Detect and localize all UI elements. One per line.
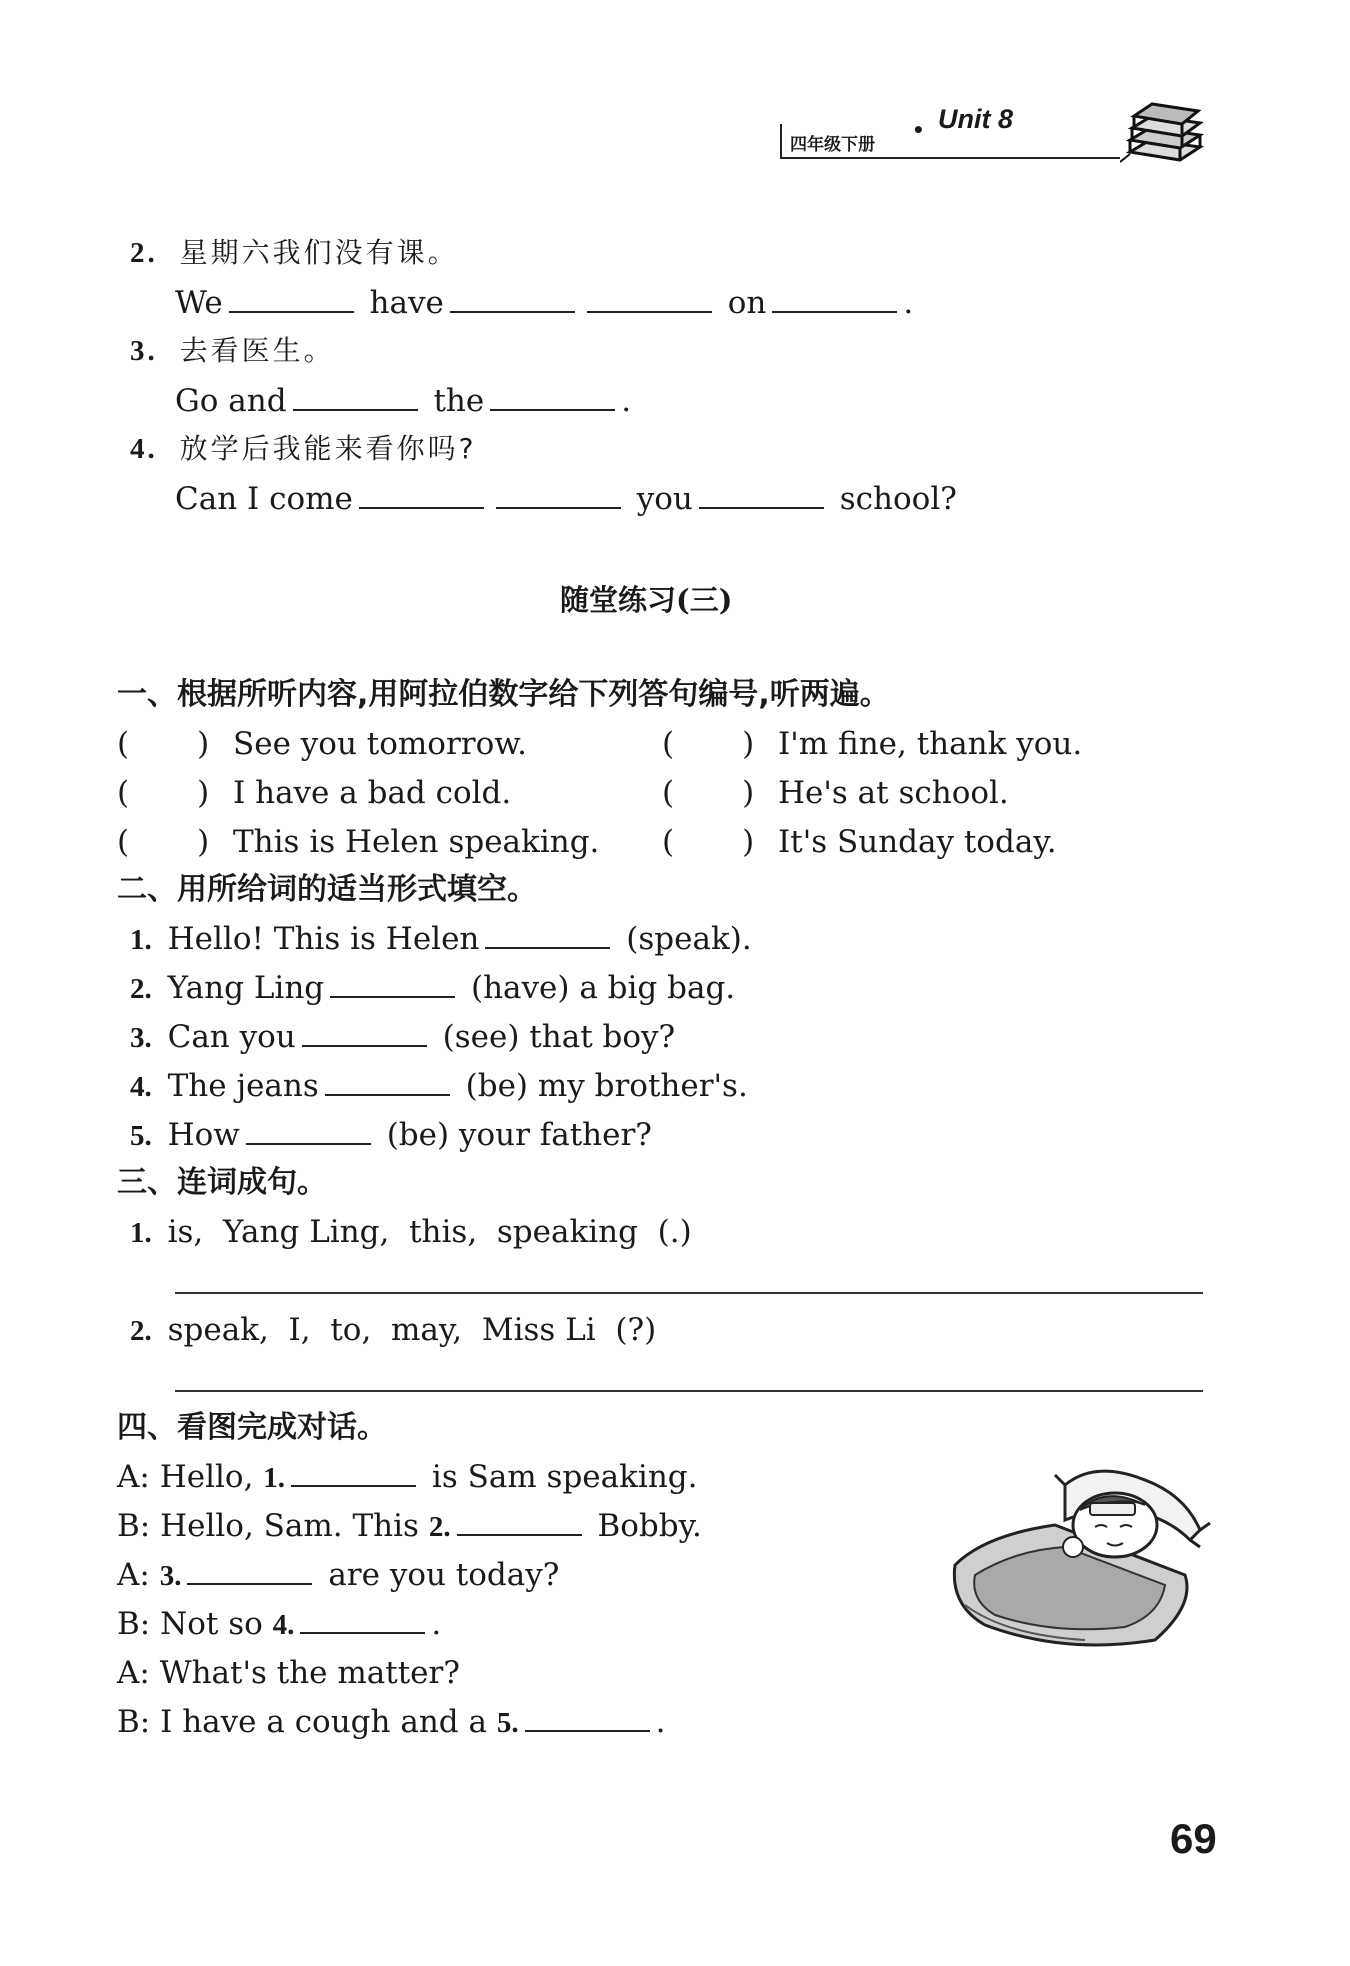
answer-row: ( ) He's at school. <box>662 775 1009 811</box>
answer-blank[interactable] <box>246 1115 371 1145</box>
list-item: 2. speak, I, to, may, Miss Li (?) <box>130 1312 657 1348</box>
dialogue-line: B: I have a cough and a 5. . <box>117 1704 666 1740</box>
section-4-heading: 四、看图完成对话。 <box>117 1410 387 1445</box>
question-4-en: Can I come you school? <box>175 481 957 517</box>
number-slot[interactable]: ( ) <box>117 775 210 811</box>
answer-blank[interactable] <box>490 381 615 411</box>
answer-blank[interactable] <box>229 283 354 313</box>
dialogue-line: A: Hello, 1. is Sam speaking. <box>117 1459 698 1495</box>
question-2-cn: 2. 星期六我们没有课。 <box>130 236 459 269</box>
question-3-cn: 3. 去看医生。 <box>130 334 335 367</box>
list-item: 1. is, Yang Ling, this, speaking (.) <box>130 1214 692 1250</box>
number-slot[interactable]: ( ) <box>117 726 210 762</box>
answer-blank[interactable] <box>450 283 575 313</box>
dialogue-line: B: Not so 4. . <box>117 1606 442 1642</box>
answer-row: ( ) It's Sunday today. <box>662 824 1057 860</box>
grade-label: 四年级下册 <box>790 135 875 155</box>
question-4-cn: 4. 放学后我能来看你吗? <box>130 432 477 465</box>
answer-blank[interactable] <box>293 381 418 411</box>
header-rule <box>780 157 1120 159</box>
answer-row: ( ) I have a bad cold. <box>117 775 512 811</box>
number-slot[interactable]: ( ) <box>662 726 755 762</box>
answer-blank[interactable] <box>485 919 610 949</box>
number-slot[interactable]: ( ) <box>117 824 210 860</box>
number-slot[interactable]: ( ) <box>662 775 755 811</box>
answer-blank[interactable] <box>587 283 712 313</box>
section-2-heading: 二、用所给词的适当形式填空。 <box>117 872 537 907</box>
books-stack-icon <box>1120 92 1205 167</box>
answer-row: ( ) See you tomorrow. <box>117 726 527 762</box>
answer-line[interactable] <box>175 1390 1203 1392</box>
section-1-heading: 一、根据所听内容,用阿拉伯数字给下列答句编号,听两遍。 <box>117 677 890 712</box>
answer-row: ( ) I'm fine, thank you. <box>662 726 1083 762</box>
list-item: 4. The jeans (be) my brother's. <box>130 1068 748 1104</box>
section-3-heading: 三、连词成句。 <box>117 1165 327 1200</box>
list-item: 1. Hello! This is Helen (speak). <box>130 921 752 957</box>
answer-blank[interactable] <box>300 1604 425 1634</box>
answer-blank[interactable] <box>772 283 897 313</box>
sick-boy-in-bed-icon <box>945 1455 1215 1655</box>
answer-blank[interactable] <box>496 479 621 509</box>
page-title: 随堂练习(三) <box>560 583 733 617</box>
header-divider <box>780 124 782 158</box>
answer-blank[interactable] <box>457 1506 582 1536</box>
answer-blank[interactable] <box>302 1017 427 1047</box>
list-item: 2. Yang Ling (have) a big bag. <box>130 970 736 1006</box>
dialogue-line: A: What's the matter? <box>117 1655 460 1691</box>
answer-blank[interactable] <box>525 1702 650 1732</box>
list-item: 5. How (be) your father? <box>130 1117 652 1153</box>
number-slot[interactable]: ( ) <box>662 824 755 860</box>
answer-row: ( ) This is Helen speaking. <box>117 824 600 860</box>
answer-blank[interactable] <box>187 1555 312 1585</box>
question-3-en: Go and the . <box>175 383 632 419</box>
answer-blank[interactable] <box>359 479 484 509</box>
question-2-en: We have on . <box>175 285 914 321</box>
unit-label: Unit 8 <box>938 104 1014 134</box>
list-item: 3. Can you (see) that boy? <box>130 1019 676 1055</box>
answer-blank[interactable] <box>291 1457 416 1487</box>
dialogue-line: B: Hello, Sam. This 2. Bobby. <box>117 1508 702 1544</box>
page-number: 69 <box>1170 1815 1217 1862</box>
header-dot: • <box>912 118 925 142</box>
answer-blank[interactable] <box>699 479 824 509</box>
answer-blank[interactable] <box>325 1066 450 1096</box>
answer-line[interactable] <box>175 1292 1203 1294</box>
dialogue-line: A: 3. are you today? <box>117 1557 560 1593</box>
answer-blank[interactable] <box>330 968 455 998</box>
